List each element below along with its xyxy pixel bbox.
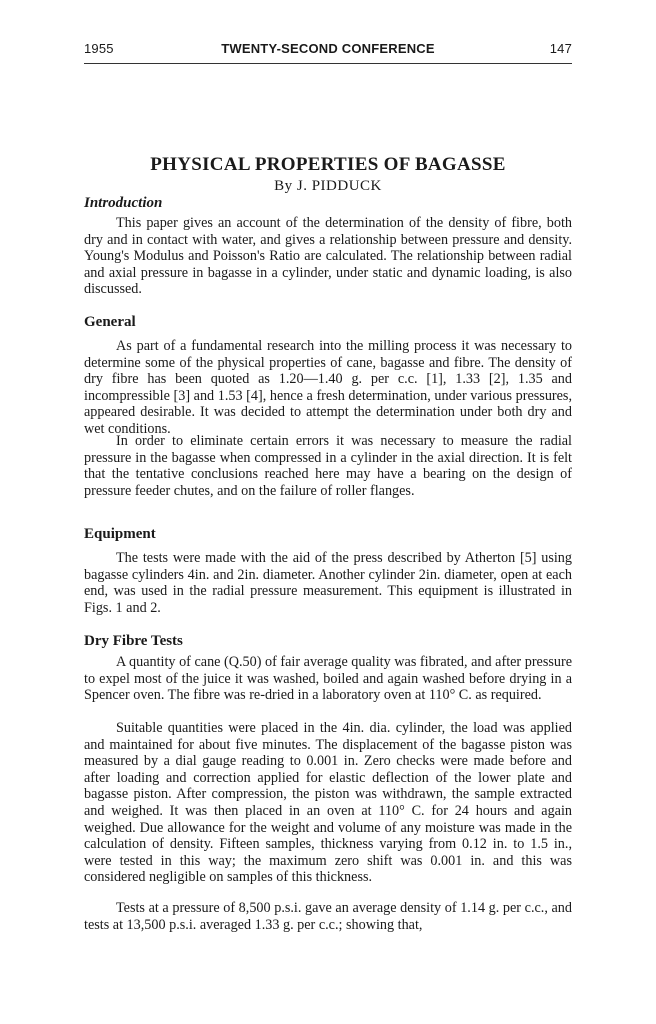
article-title: PHYSICAL PROPERTIES OF BAGASSE [150, 154, 506, 175]
article-byline: By J. PIDDUCK [274, 178, 382, 194]
section-heading-dry-fibre-tests: Dry Fibre Tests [84, 633, 183, 649]
section-heading-general: General [84, 314, 136, 330]
paragraph-dry-fibre-3: Tests at a pressure of 8,500 p.s.i. gave an average density of 1.14 g. per c.c., and tests at 13,500 p.s.i. averaged 1.33 g. per c.c.; showing that, [84, 900, 572, 933]
paragraph-equipment-1: The tests were made with the aid of the press described by Atherton [5] using bagasse cylinders 4in. and 2in. diameter. Another cylinder 2in. diameter, open at each end, was used in the radial pressure measurement. This equipment is illustrated in Figs. 1 and 2. [84, 550, 572, 616]
header-conference: TWENTY-SECOND CONFERENCE [221, 41, 435, 56]
running-header [84, 41, 572, 61]
header-page-number: 147 [549, 41, 572, 56]
section-heading-introduction: Introduction [84, 195, 163, 211]
paragraph-introduction-1: This paper gives an account of the determination of the density of fibre, both dry and in contact with water, and gives a relationship between pressure and density. Young's Modulus and Poisson's Ratio are calculated. The relationship between radial and axial pressure in bagasse in a cylinder, under static and dynamic loading, is also discussed. [84, 215, 572, 298]
paragraph-dry-fibre-1: A quantity of cane (Q.50) of fair average quality was fibrated, and after pressure to expel most of the juice it was washed, boiled and again washed before drying in a Spencer oven. The fibre was re-dried in a laboratory oven at 110° C. as required. [84, 654, 572, 704]
header-rule [84, 63, 572, 64]
paragraph-dry-fibre-2: Suitable quantities were placed in the 4in. dia. cylinder, the load was applied and maintained for about five minutes. The displacement of the bagasse piston was measured by a dial gauge reading to 0.001 in. Zero checks were made before and after loading and correction applied for elastic deflection of the lower plate and bagasse piston. After compression, the piston was withdrawn, the sample extracted and weighed. It was then placed in an oven at 110° C. for 24 hours and again weighed. Due allowance for the weight and volume of any moisture was made in the calculation of density. Fifteen samples, thickness varying from 0.12 in. to 1.5 in., were tested in this way; the maximum zero shift was 0.001 in. and this was considered negligible on samples of this thickness. [84, 720, 572, 886]
paragraph-general-1: As part of a fundamental research into the milling process it was necessary to determine some of the physical properties of cane, bagasse and fibre. The density of dry fibre has been quoted as 1.20—1.40 g. per c.c. [1], 1.33 [2], 1.35 and incompressible [3] and 1.53 [4], hence a fresh determination, under various pressures, appeared desirable. It was decided to attempt the determination under both dry and wet conditions. [84, 338, 572, 437]
header-year: 1955 [84, 41, 114, 56]
paragraph-general-2: In order to eliminate certain errors it was necessary to measure the radial pressure in the bagasse when compressed in a cylinder in the axial direction. It is felt that the tentative conclusions reached here may have a bearing on the design of pressure feeder chutes, and on the failure of roller flanges. [84, 433, 572, 499]
section-heading-equipment: Equipment [84, 526, 156, 542]
